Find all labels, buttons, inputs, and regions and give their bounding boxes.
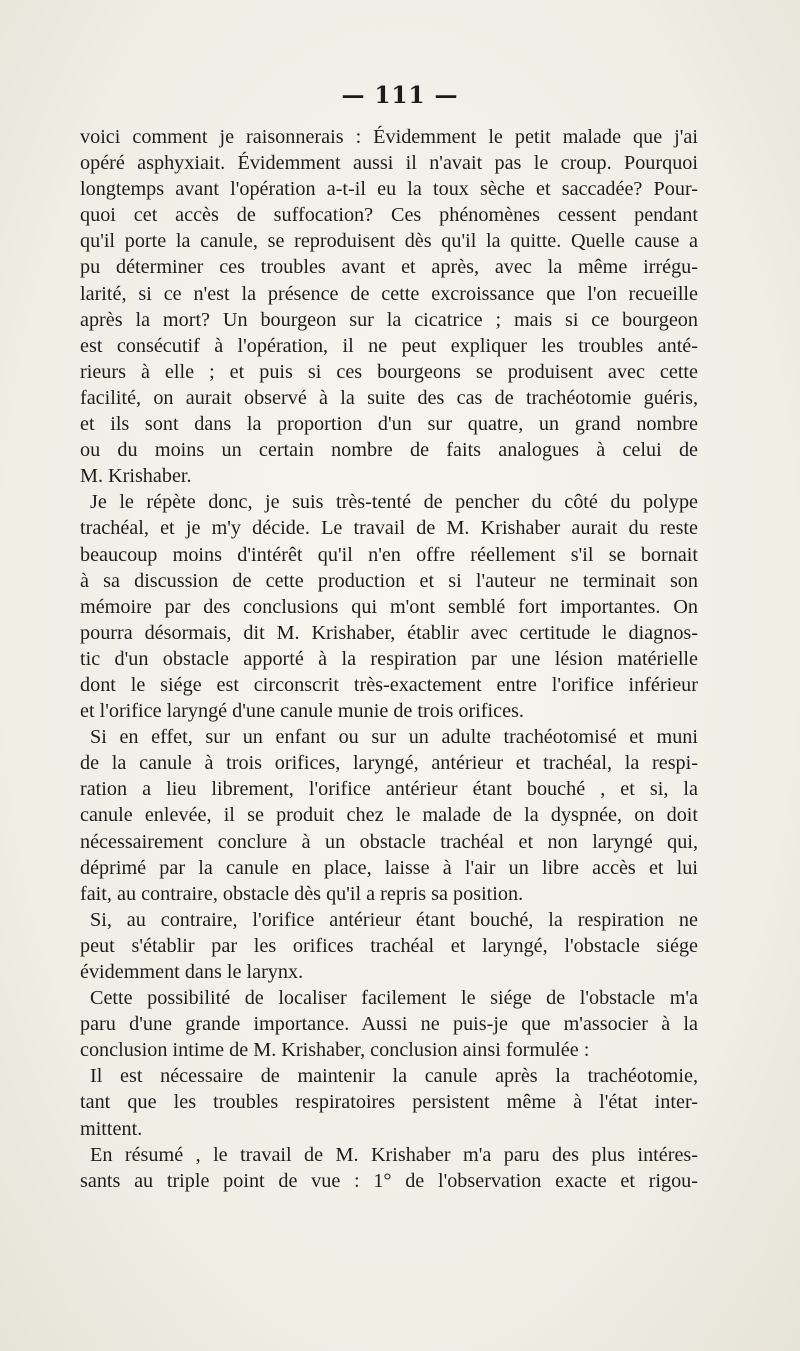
body-text [80,124,698,1194]
text-line: paru d'une grande importance. Aussi ne puis-je que m'associer à la [80,1013,698,1036]
text-line: Je le répète donc, je suis très-tenté de pencher du côté du polype [90,491,698,514]
text-line: ration a lieu librement, l'orifice antérieur étant bouché , et si, la [80,778,698,801]
text-line: rieurs à elle ; et puis si ces bourgeons se produisent avec cette [80,360,698,383]
paragraph [80,489,698,724]
text-line: pu déterminer ces troubles avant et après, avec la même irrégu- [80,256,698,279]
text-line: peut s'établir par les orifices trachéal et laryngé, l'obstacle siége [80,934,698,957]
paragraph [80,985,698,1063]
text-line: Cette possibilité de localiser facilement le siége de l'obstacle m'a [90,987,698,1010]
text-line: larité, si ce n'est la présence de cette excroissance que l'on recueille [80,282,698,305]
text-line: fait, au contraire, obstacle dès qu'il a repris sa position. [80,882,524,905]
text-line: déprimé par la canule en place, laisse à l'air un libre accès et lui [80,856,698,879]
text-line: canule enlevée, il se produit chez le malade de la dyspnée, on doit [80,804,698,827]
text-line: dont le siége est circonscrit très-exactement entre l'orifice inférieur [80,673,698,696]
text-line: à sa discussion de cette production et si l'auteur ne terminait son [80,569,698,592]
text-line: M. Krishaber. [80,465,192,488]
text-line: ou du moins un certain nombre de faits analogues à celui de [80,439,698,462]
paragraph [80,1142,698,1194]
text-line: Si en effet, sur un enfant ou sur un adulte trachéotomisé et muni [90,726,698,749]
text-line: longtemps avant l'opération a-t-il eu la toux sèche et saccadée? Pour- [80,178,698,201]
text-line: En résumé , le travail de M. Krishaber m'a paru des plus intéres- [90,1143,698,1166]
paragraph [80,1063,698,1141]
text-line: opéré asphyxiait. Évidemment aussi il n'avait pas le croup. Pourquoi [80,152,698,175]
text-line: voici comment je raisonnerais : Évidemment le petit malade que j'ai [80,126,698,148]
text-line: beaucoup moins d'intérêt qu'il n'en offre réellement s'il se bornait [80,543,698,566]
text-line: après la mort? Un bourgeon sur la cicatrice ; mais si ce bourgeon [80,308,698,331]
text-line: quoi cet accès de suffocation? Ces phénomènes cessent pendant [80,204,698,227]
text-line: mémoire par des conclusions qui m'ont semblé fort importantes. On [80,595,698,618]
text-line: pourra désormais, dit M. Krishaber, établir avec certitude le diagnos- [80,621,698,644]
text-line: et l'orifice laryngé d'une canule munie de trois orifices. [80,700,524,723]
paragraph [80,124,698,489]
text-line: conclusion intime de M. Krishaber, conclusion ainsi formulée : [80,1039,590,1062]
text-line: tic d'un obstacle apporté à la respiration par une lésion matérielle [80,647,698,670]
text-line: tant que les troubles respiratoires persistent même à l'état inter- [80,1091,698,1114]
text-line: Si, au contraire, l'orifice antérieur étant bouché, la respiration ne [90,908,698,931]
page-number: — 111 — [341,82,459,109]
text-line: Il est nécessaire de maintenir la canule après la trachéotomie, [90,1065,698,1088]
text-line: qu'il porte la canule, se reproduisent dès qu'il la quitte. Quelle cause a [80,230,698,253]
text-line: et ils sont dans la proportion d'un sur quatre, un grand nombre [80,413,698,436]
text-line: sants au triple point de vue : 1° de l'observation exacte et rigou- [80,1169,698,1192]
text-line: facilité, on aurait observé à la suite des cas de trachéotomie guéris, [80,386,698,409]
paragraph [80,907,698,985]
text-line: mittent. [80,1117,143,1140]
text-line: trachéal, et je m'y décide. Le travail de M. Krishaber aurait du reste [80,517,698,540]
text-line: de la canule à trois orifices, laryngé, antérieur et trachéal, la respi- [80,752,698,775]
paragraph [80,724,698,907]
text-line: nécessairement conclure à un obstacle trachéal et non laryngé qui, [80,830,698,853]
text-line: évidemment dans le larynx. [80,961,304,983]
text-line: est consécutif à l'opération, il ne peut expliquer les troubles anté- [80,334,698,357]
